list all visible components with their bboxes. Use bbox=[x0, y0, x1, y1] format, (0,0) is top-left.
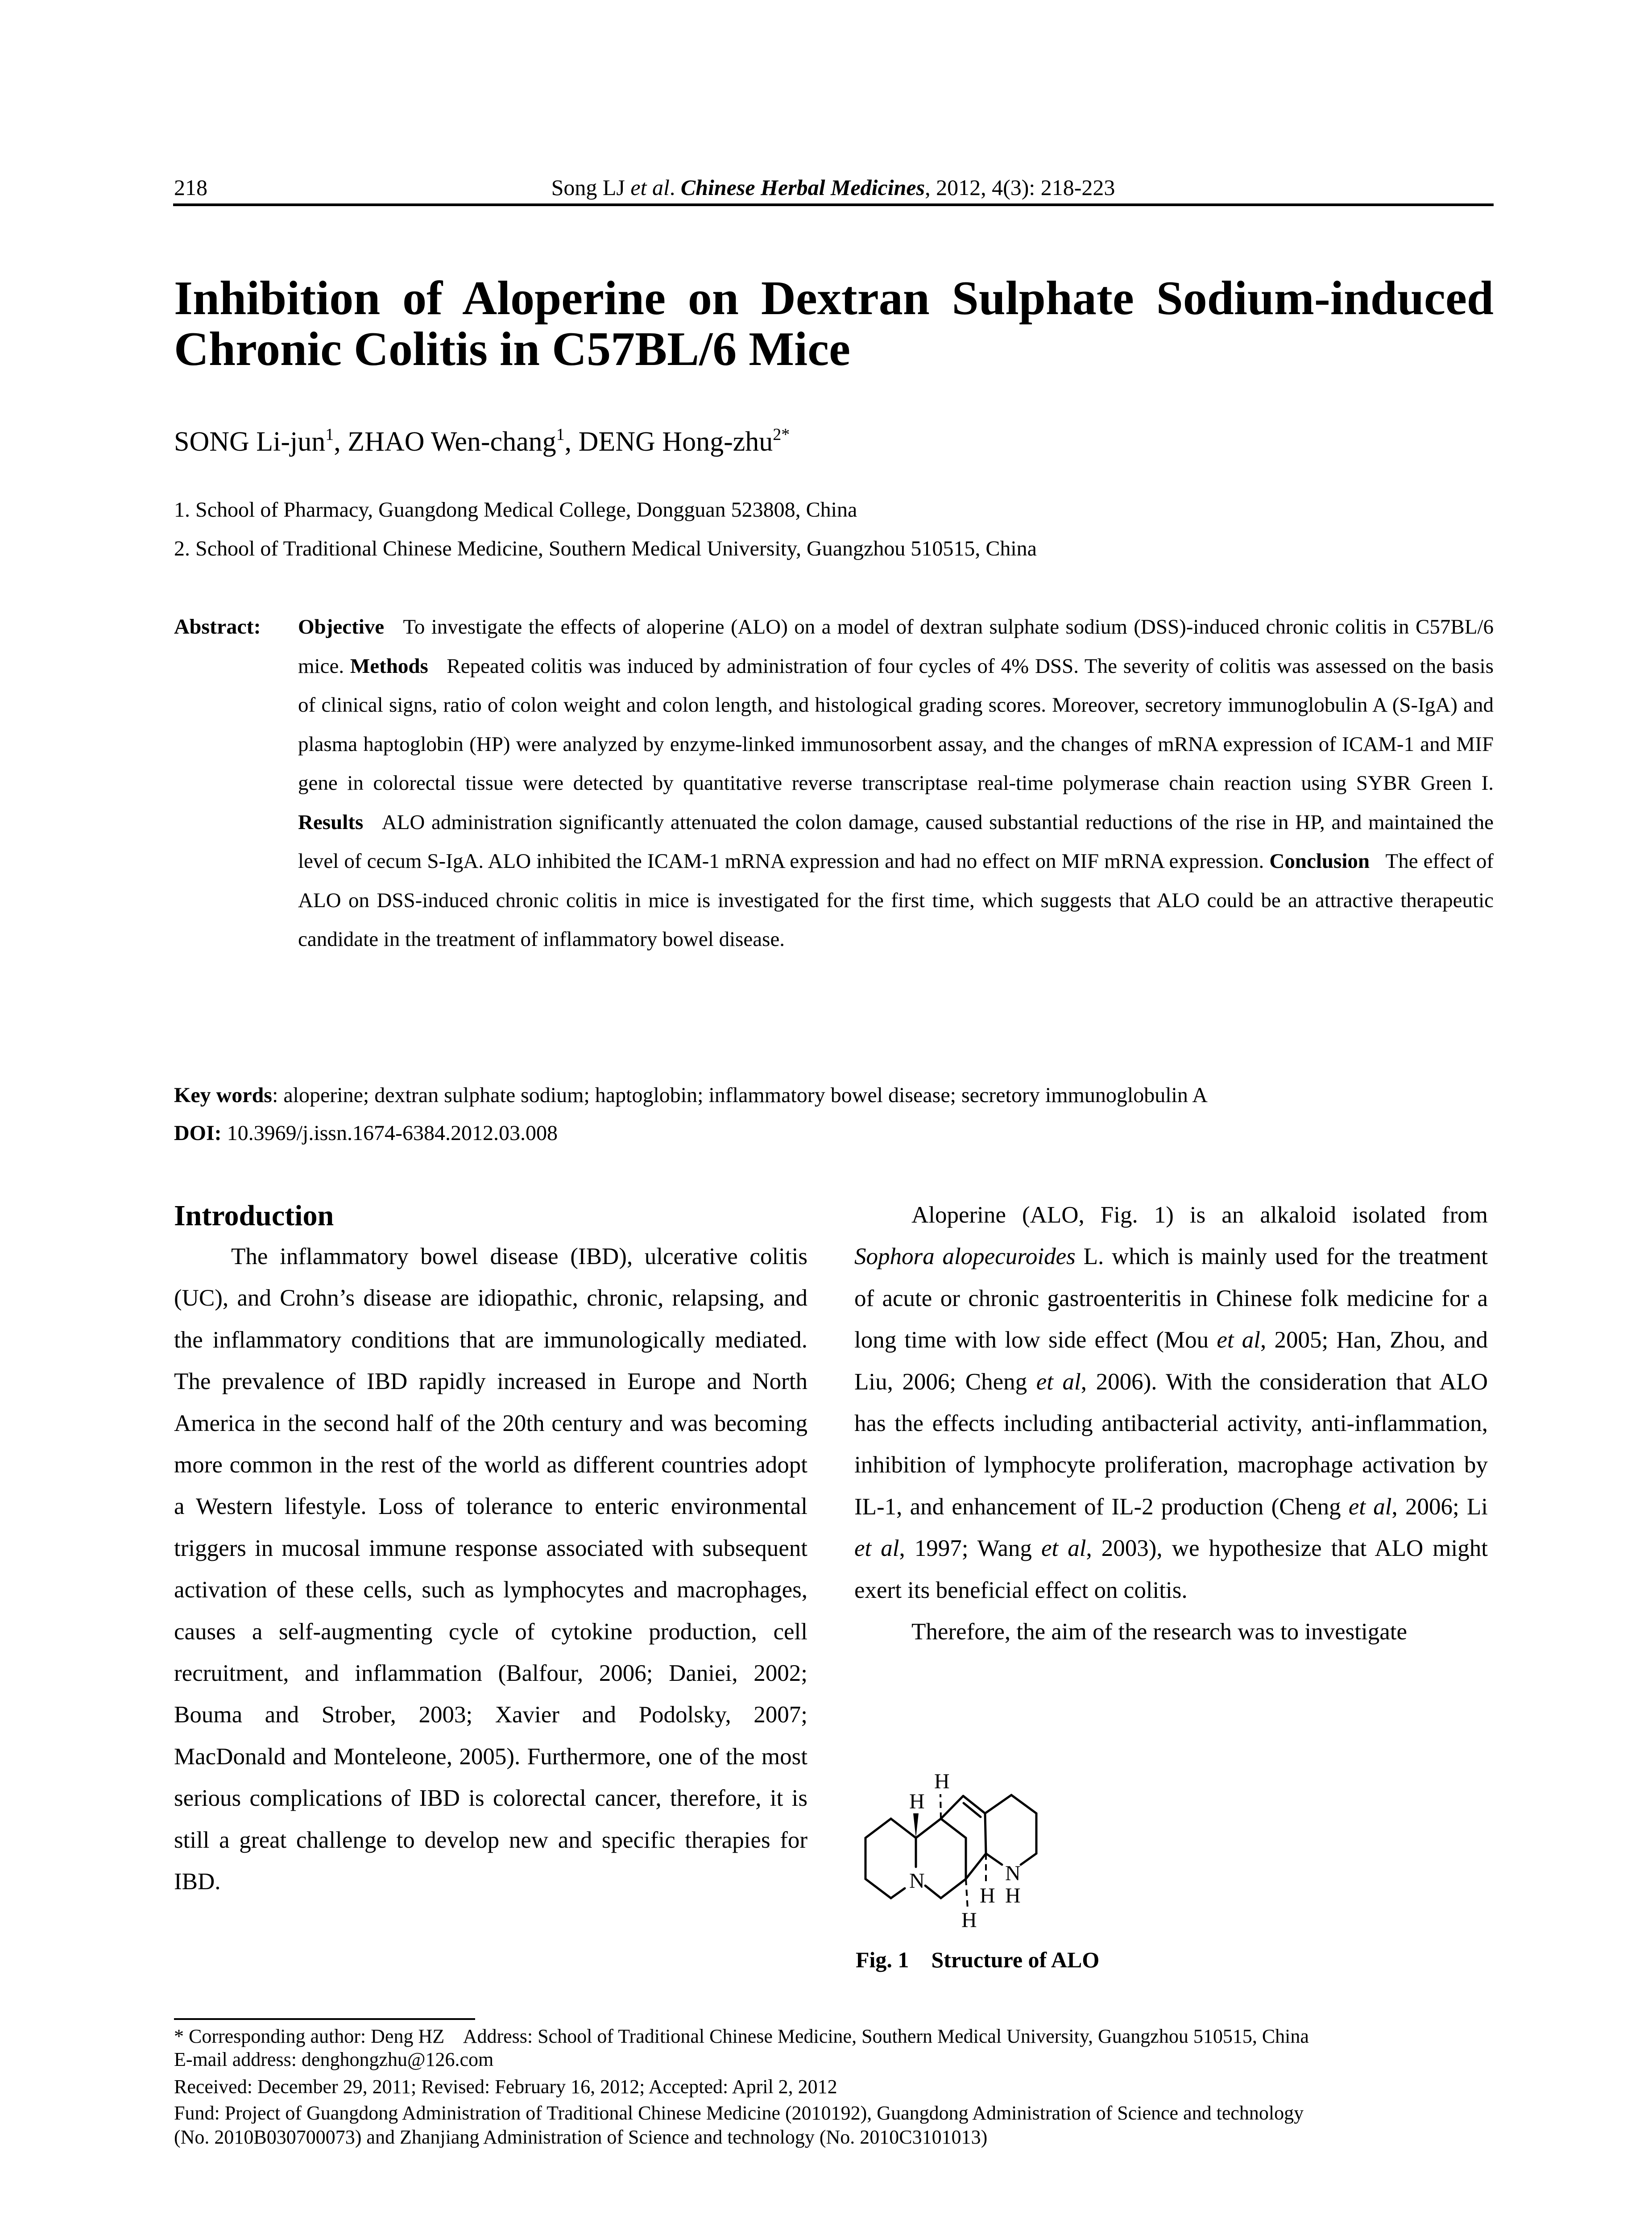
text-run: L. which is mainly used for the treatment of acute or chronic gastroenteritis in Chinese folk medicine for a long time with low side effect (Mou bbox=[854, 1244, 1488, 1353]
page-number: 218 bbox=[174, 175, 207, 200]
figure-caption-text: Structure of ALO bbox=[931, 1947, 1100, 1972]
author-affiliation-mark: 2* bbox=[773, 425, 790, 444]
bond bbox=[916, 1819, 941, 1838]
left-column bbox=[174, 1236, 807, 1903]
etal: et al bbox=[1348, 1493, 1392, 1520]
journal-name: Chinese Herbal Medicines bbox=[680, 175, 925, 200]
affiliation: 1. School of Pharmacy, Guangdong Medical College, Dongguan 523808, China bbox=[174, 498, 857, 522]
etal: et al bbox=[1041, 1535, 1086, 1562]
keywords bbox=[174, 1082, 1208, 1109]
atom-label-h: H bbox=[1005, 1884, 1021, 1908]
citation-authors: Song LJ bbox=[551, 175, 631, 200]
aloperine-structure-figure bbox=[856, 1756, 1168, 1939]
abstract-objective-label: Objective bbox=[298, 615, 385, 639]
atom-label-n: N bbox=[909, 1869, 925, 1893]
author-separator: , bbox=[564, 427, 579, 457]
footnote-corresponding bbox=[174, 2025, 1495, 2048]
paragraph: The inflammatory bowel disease (IBD), ulcerative colitis (UC), and Crohn’s disease are idiopathic, chronic, relapsing, and the inflammatory conditions that are immunologically mediated. The prevalence of IBD rapidly increased in Europe and North America in the second half of the 20th century and was becoming more common in the rest of the world as different countries adopt a Western lifestyle. Loss of tolerance to enteric environmental triggers in mucosal immune response associated with subsequent activation of these cells, such as lymphocytes and macrophages, causes a self-augmenting cycle of cytokine production, cell recruitment, and inflammation (Balfour, 2006; Daniei, 2002; Bouma and Strober, 2003; Xavier and Podolsky, 2007; MacDonald and Monteleone, 2005). Furthermore, one of the most serious complications of IBD is colorectal cancer, therefore, it is still a great challenge to develop new and specific therapies for IBD. bbox=[174, 1244, 807, 1895]
bond bbox=[985, 1813, 986, 1854]
journal-citation bbox=[174, 172, 1492, 203]
author-list bbox=[174, 424, 790, 460]
bond bbox=[925, 1879, 966, 1898]
corresponding-address: Address: School of Traditional Chinese Medicine, Southern Medical University, Guangzhou 510515, China bbox=[463, 2025, 1309, 2047]
species-name: Sophora alopecuroides bbox=[854, 1244, 1076, 1270]
corresponding-author: * Corresponding author: Deng HZ bbox=[174, 2025, 445, 2047]
abstract-results-text: ALO administration significantly attenuated the colon damage, caused substantial reductions of the rise in HP, and maintained the level of cecum S-IgA. ALO inhibited the ICAM-1 mRNA expression and had no effect on MIF mRNA expression. bbox=[298, 810, 1494, 873]
atom-label-h: H bbox=[961, 1908, 977, 1932]
paragraph: Therefore, the aim of the research was to investigate bbox=[911, 1619, 1408, 1645]
doi-label: DOI: bbox=[174, 1121, 222, 1145]
bond bbox=[941, 1819, 966, 1838]
keywords-label: Key words bbox=[174, 1083, 272, 1107]
section-heading-introduction: Introduction bbox=[174, 1199, 334, 1232]
text-run: , 2006). With the consideration that ALO has the effects including antibacterial activity, anti-inflammation, inhibition of lymphocyte proliferation, macrophage activation by IL-1, and enhancement of IL-2 production (Cheng bbox=[854, 1368, 1488, 1520]
atom-label-h: H bbox=[980, 1884, 995, 1908]
author-separator: , bbox=[334, 427, 348, 457]
article-title bbox=[174, 273, 1494, 375]
author-name: SONG Li-jun bbox=[174, 427, 326, 457]
abstract-conclusion-label: Conclusion bbox=[1269, 850, 1370, 873]
abstract-results-label: Results bbox=[298, 810, 364, 834]
author-affiliation-mark: 1 bbox=[325, 425, 334, 444]
abstract-methods-text: Repeated colitis was induced by administration of four cycles of 4% DSS. The severity of colitis was assessed on the basis of clinical signs, ratio of colon weight and colon length, and histological grading scores. Moreover, secretory immunoglobulin A (S-IgA) and plasma haptoglobin (HP) were analyzed by enzyme-linked immunosorbent assay, and the changes of mRNA expression of ICAM-1 and MIF gene in colorectal tissue were detected by quantitative reverse transcriptase real-time polymerase chain reaction using SYBR Green I. bbox=[298, 654, 1494, 795]
etal: et al bbox=[1217, 1327, 1261, 1353]
text-run: , 2003), we hypothesize that ALO might exert its beneficial effect on colitis. bbox=[854, 1535, 1488, 1603]
abstract-body bbox=[298, 608, 1494, 959]
citation-dot: . bbox=[669, 175, 681, 200]
right-column bbox=[854, 1194, 1488, 1653]
bond bbox=[865, 1819, 916, 1898]
text-run: , 1997; Wang bbox=[899, 1535, 1041, 1562]
text-run: Aloperine (ALO, Fig. 1) is an alkaloid isolated from bbox=[911, 1202, 1488, 1228]
figure-label: Fig. 1 bbox=[856, 1947, 909, 1972]
abstract-methods-label: Methods bbox=[350, 654, 428, 678]
citation-etal: et al bbox=[630, 175, 670, 200]
figure-caption bbox=[856, 1946, 1099, 1973]
wedge-bond bbox=[913, 1813, 919, 1838]
author-name: ZHAO Wen-chang bbox=[348, 427, 556, 457]
footnote-dates: Received: December 29, 2011; Revised: February 16, 2012; Accepted: April 2, 2012 bbox=[174, 2076, 837, 2098]
double-bond bbox=[964, 1803, 981, 1817]
abstract-conclusion-text: The effect of ALO on DSS-induced chronic colitis in mice is investigated for the first time, which suggests that ALO could be an attractive therapeutic candidate in the treatment of inflammatory bowel disease. bbox=[298, 850, 1494, 951]
keywords-text: : aloperine; dextran sulphate sodium; haptoglobin; inflammatory bowel disease; secretory immunoglobulin A bbox=[272, 1083, 1208, 1107]
author-affiliation-mark: 1 bbox=[556, 425, 565, 444]
footnote-fund: Fund: Project of Guangdong Administration of Traditional Chinese Medicine (2010192), Guangdong Administration of Science and technology bbox=[174, 2102, 1304, 2124]
abstract-label: Abstract: bbox=[174, 615, 261, 639]
hash-bond bbox=[966, 1879, 968, 1909]
text-run: , 2005; Han, Zhou, and Liu, 2006; Cheng bbox=[854, 1327, 1488, 1395]
etal: et al bbox=[1036, 1368, 1081, 1395]
paragraph bbox=[854, 1194, 1488, 1611]
abstract-objective-text: To investigate the effects of aloperine (ALO) on a model of dextran sulphate sodium (DSS)-induced chronic colitis in C57BL/6 mice. bbox=[298, 615, 1494, 678]
atom-label-h: H bbox=[909, 1790, 925, 1813]
affiliation: 2. School of Traditional Chinese Medicine, Southern Medical University, Guangzhou 510515, China bbox=[174, 537, 1037, 560]
header-rule bbox=[173, 203, 1494, 206]
doi-value[interactable]: 10.3969/j.issn.1674-6384.2012.03.008 bbox=[221, 1121, 558, 1145]
bond bbox=[966, 1854, 986, 1879]
atom-label-h: H bbox=[934, 1770, 950, 1793]
bond bbox=[986, 1854, 1002, 1865]
bond bbox=[985, 1795, 1036, 1865]
doi bbox=[174, 1120, 558, 1147]
citation-volume: , 2012, 4(3): 218-223 bbox=[925, 175, 1115, 200]
title-line-2: Chronic Colitis in C57BL/6 Mice bbox=[174, 323, 851, 376]
footnote-email: E-mail address: denghongzhu@126.com bbox=[174, 2049, 494, 2070]
atom-label-n: N bbox=[1005, 1862, 1021, 1885]
etal: et al bbox=[854, 1535, 899, 1562]
footnote-fund-cont: (No. 2010B030700073) and Zhanjiang Administration of Science and technology (No. 2010C3101013) bbox=[174, 2126, 988, 2148]
running-header bbox=[174, 172, 1492, 203]
footnote-rule bbox=[174, 2018, 475, 2020]
author-name: DENG Hong-zhu bbox=[578, 427, 773, 457]
title-line-1: Inhibition of Aloperine on Dextran Sulphate Sodium-induced bbox=[174, 272, 1494, 325]
bond bbox=[941, 1796, 963, 1819]
text-run: , 2006; Li bbox=[1391, 1493, 1488, 1520]
hash-bond bbox=[940, 1794, 941, 1819]
